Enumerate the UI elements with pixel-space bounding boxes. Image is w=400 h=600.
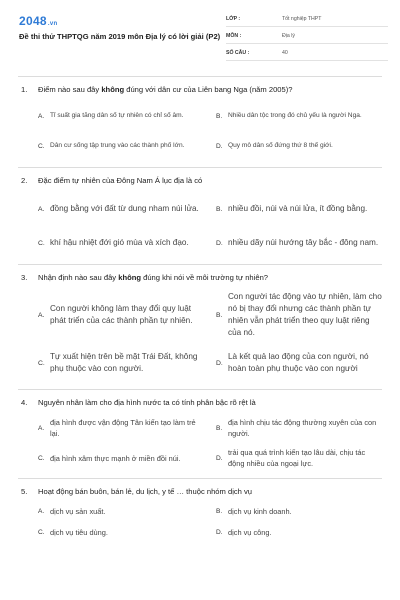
- question-text: 4. Nguyên nhân làm cho địa hình nước ta có tính phân bậc rõ rệt là: [21, 398, 256, 407]
- question-2: [0, 175, 400, 256]
- option-text: Con người tác động vào tự nhiên, làm cho nó bị thay đổi nhưng các thành phần tự nhiên vẫn phát triển theo quy luật riêng của nó.: [228, 292, 382, 337]
- option-text: dịch vụ công.: [228, 527, 272, 537]
- option-text: Dân cư sống tập trung vào các thành phố lớn.: [50, 142, 185, 149]
- option-letter: A.: [38, 112, 45, 120]
- meta-value: 40: [282, 50, 288, 56]
- question-number: 1.: [21, 85, 28, 94]
- divider: [18, 264, 382, 265]
- question-number: 3.: [21, 273, 28, 282]
- question-text: 5. Hoạt động bán buôn, bán lẻ, du lịch, y tế … thuộc nhóm dịch vụ: [21, 487, 253, 496]
- option-d[interactable]: [216, 345, 382, 381]
- option-letter: B.: [216, 311, 223, 319]
- option-text: địa hình được vận động Tân kiến tạo làm trẻ lại.: [50, 418, 196, 438]
- question-number: 4.: [21, 398, 28, 407]
- option-text: dịch vụ tiêu dùng.: [50, 527, 108, 537]
- meta-label: SỐ CÂU :: [226, 50, 250, 56]
- option-text: trải qua quá trình kiến tạo lâu dài, chịu tác động nhiều của ngoại lực.: [228, 448, 366, 468]
- option-text: Con người không làm thay đổi quy luật phát triển của các thành phần tự nhiên.: [50, 304, 193, 325]
- option-a[interactable]: [38, 105, 204, 127]
- option-text: Tỉ suất gia tăng dân số tự nhiên có chỉ số âm.: [50, 112, 184, 119]
- option-letter: D.: [216, 142, 223, 150]
- divider: [18, 478, 382, 479]
- meta-row-subject: [226, 30, 388, 44]
- option-letter: C.: [38, 454, 45, 462]
- meta-label: MÔN :: [226, 33, 242, 39]
- meta-label: LỚP :: [226, 16, 241, 22]
- option-a[interactable]: [38, 416, 204, 440]
- question-3: [0, 272, 400, 381]
- option-text: Là kết quả lao động của con người, nó hoàn toàn phụ thuộc vào con người: [228, 352, 369, 373]
- question-number: 2.: [21, 176, 28, 185]
- option-d[interactable]: [216, 230, 382, 256]
- page-header: [0, 0, 400, 68]
- option-d[interactable]: [216, 527, 382, 538]
- site-logo[interactable]: 2048.vn: [19, 14, 58, 28]
- option-letter: A.: [38, 508, 45, 515]
- divider: [18, 167, 382, 168]
- option-letter: B.: [216, 112, 223, 120]
- option-letter: D.: [216, 454, 223, 462]
- meta-value: Tốt nghiệp THPT: [282, 16, 322, 22]
- option-c[interactable]: [38, 345, 204, 381]
- option-text: nhiều đồi, núi và núi lửa, ít đồng bằng.: [228, 204, 368, 213]
- option-letter: C.: [38, 529, 45, 536]
- question-1: [0, 84, 400, 157]
- option-text: địa hình chịu tác động thường xuyên của con người.: [228, 418, 377, 438]
- question-text: 2. Đặc điểm tự nhiên của Đông Nam Á lục địa là có: [21, 176, 203, 185]
- option-letter: D.: [216, 239, 223, 247]
- option-b[interactable]: [216, 506, 382, 517]
- option-d[interactable]: [216, 135, 382, 157]
- option-text: đồng bằng với đất từ dung nham núi lửa.: [50, 204, 199, 213]
- option-text: dịch vụ kinh doanh.: [228, 506, 292, 516]
- question-text: 3. Nhận định nào sau đây không đúng khi nói về môi trường tự nhiên?: [21, 273, 269, 282]
- option-letter: A.: [38, 424, 45, 432]
- option-letter: A.: [38, 205, 45, 213]
- option-letter: D.: [216, 529, 223, 536]
- option-text: dịch vụ sản xuất.: [50, 506, 106, 516]
- question-text: 1. Điểm nào sau đây không đúng với dân cư của Liên bang Nga (năm 2005)?: [21, 85, 293, 94]
- option-b[interactable]: [216, 291, 382, 339]
- option-b[interactable]: [216, 105, 382, 127]
- option-letter: C.: [38, 239, 45, 247]
- option-letter: B.: [216, 205, 223, 213]
- option-text: Quy mô dân số đứng thứ 8 thế giới.: [228, 142, 333, 149]
- exam-title: Đề thi thử THPTQG năm 2019 môn Địa lý có lời giải (P2): [19, 32, 221, 41]
- option-letter: C.: [38, 142, 45, 150]
- question-number: 5.: [21, 487, 28, 496]
- option-letter: C.: [38, 359, 45, 367]
- option-text: Nhiều dân tộc trong đó chủ yếu là người Nga.: [228, 112, 362, 119]
- question-5: [0, 486, 400, 538]
- option-text: địa hình xâm thực mạnh ở miền đồi núi.: [50, 453, 181, 463]
- option-b[interactable]: [216, 196, 382, 222]
- meta-value: Địa lý: [282, 33, 295, 39]
- option-c[interactable]: [38, 135, 204, 157]
- option-text: nhiều dãy núi hướng tây bắc - đông nam.: [228, 238, 379, 247]
- meta-row-count: [226, 47, 388, 61]
- meta-row-class: [226, 13, 388, 27]
- option-b[interactable]: [216, 416, 382, 440]
- option-a[interactable]: [38, 291, 204, 339]
- question-4: [0, 397, 400, 470]
- option-letter: D.: [216, 359, 223, 367]
- divider: [18, 76, 382, 77]
- option-c[interactable]: [38, 230, 204, 256]
- option-letter: A.: [38, 311, 45, 319]
- divider: [18, 389, 382, 390]
- option-c[interactable]: [38, 446, 204, 470]
- option-text: khí hậu nhiệt đới gió mùa và xích đạo.: [50, 238, 189, 247]
- option-text: Tự xuất hiện trên bề mặt Trái Đất, không phụ thuộc vào con người.: [50, 352, 198, 373]
- option-letter: B.: [216, 508, 223, 515]
- exam-meta: [226, 13, 388, 64]
- option-letter: B.: [216, 424, 223, 432]
- option-a[interactable]: [38, 506, 204, 517]
- question-list: [0, 76, 400, 538]
- option-c[interactable]: [38, 527, 204, 538]
- option-a[interactable]: [38, 196, 204, 222]
- option-d[interactable]: [216, 446, 382, 470]
